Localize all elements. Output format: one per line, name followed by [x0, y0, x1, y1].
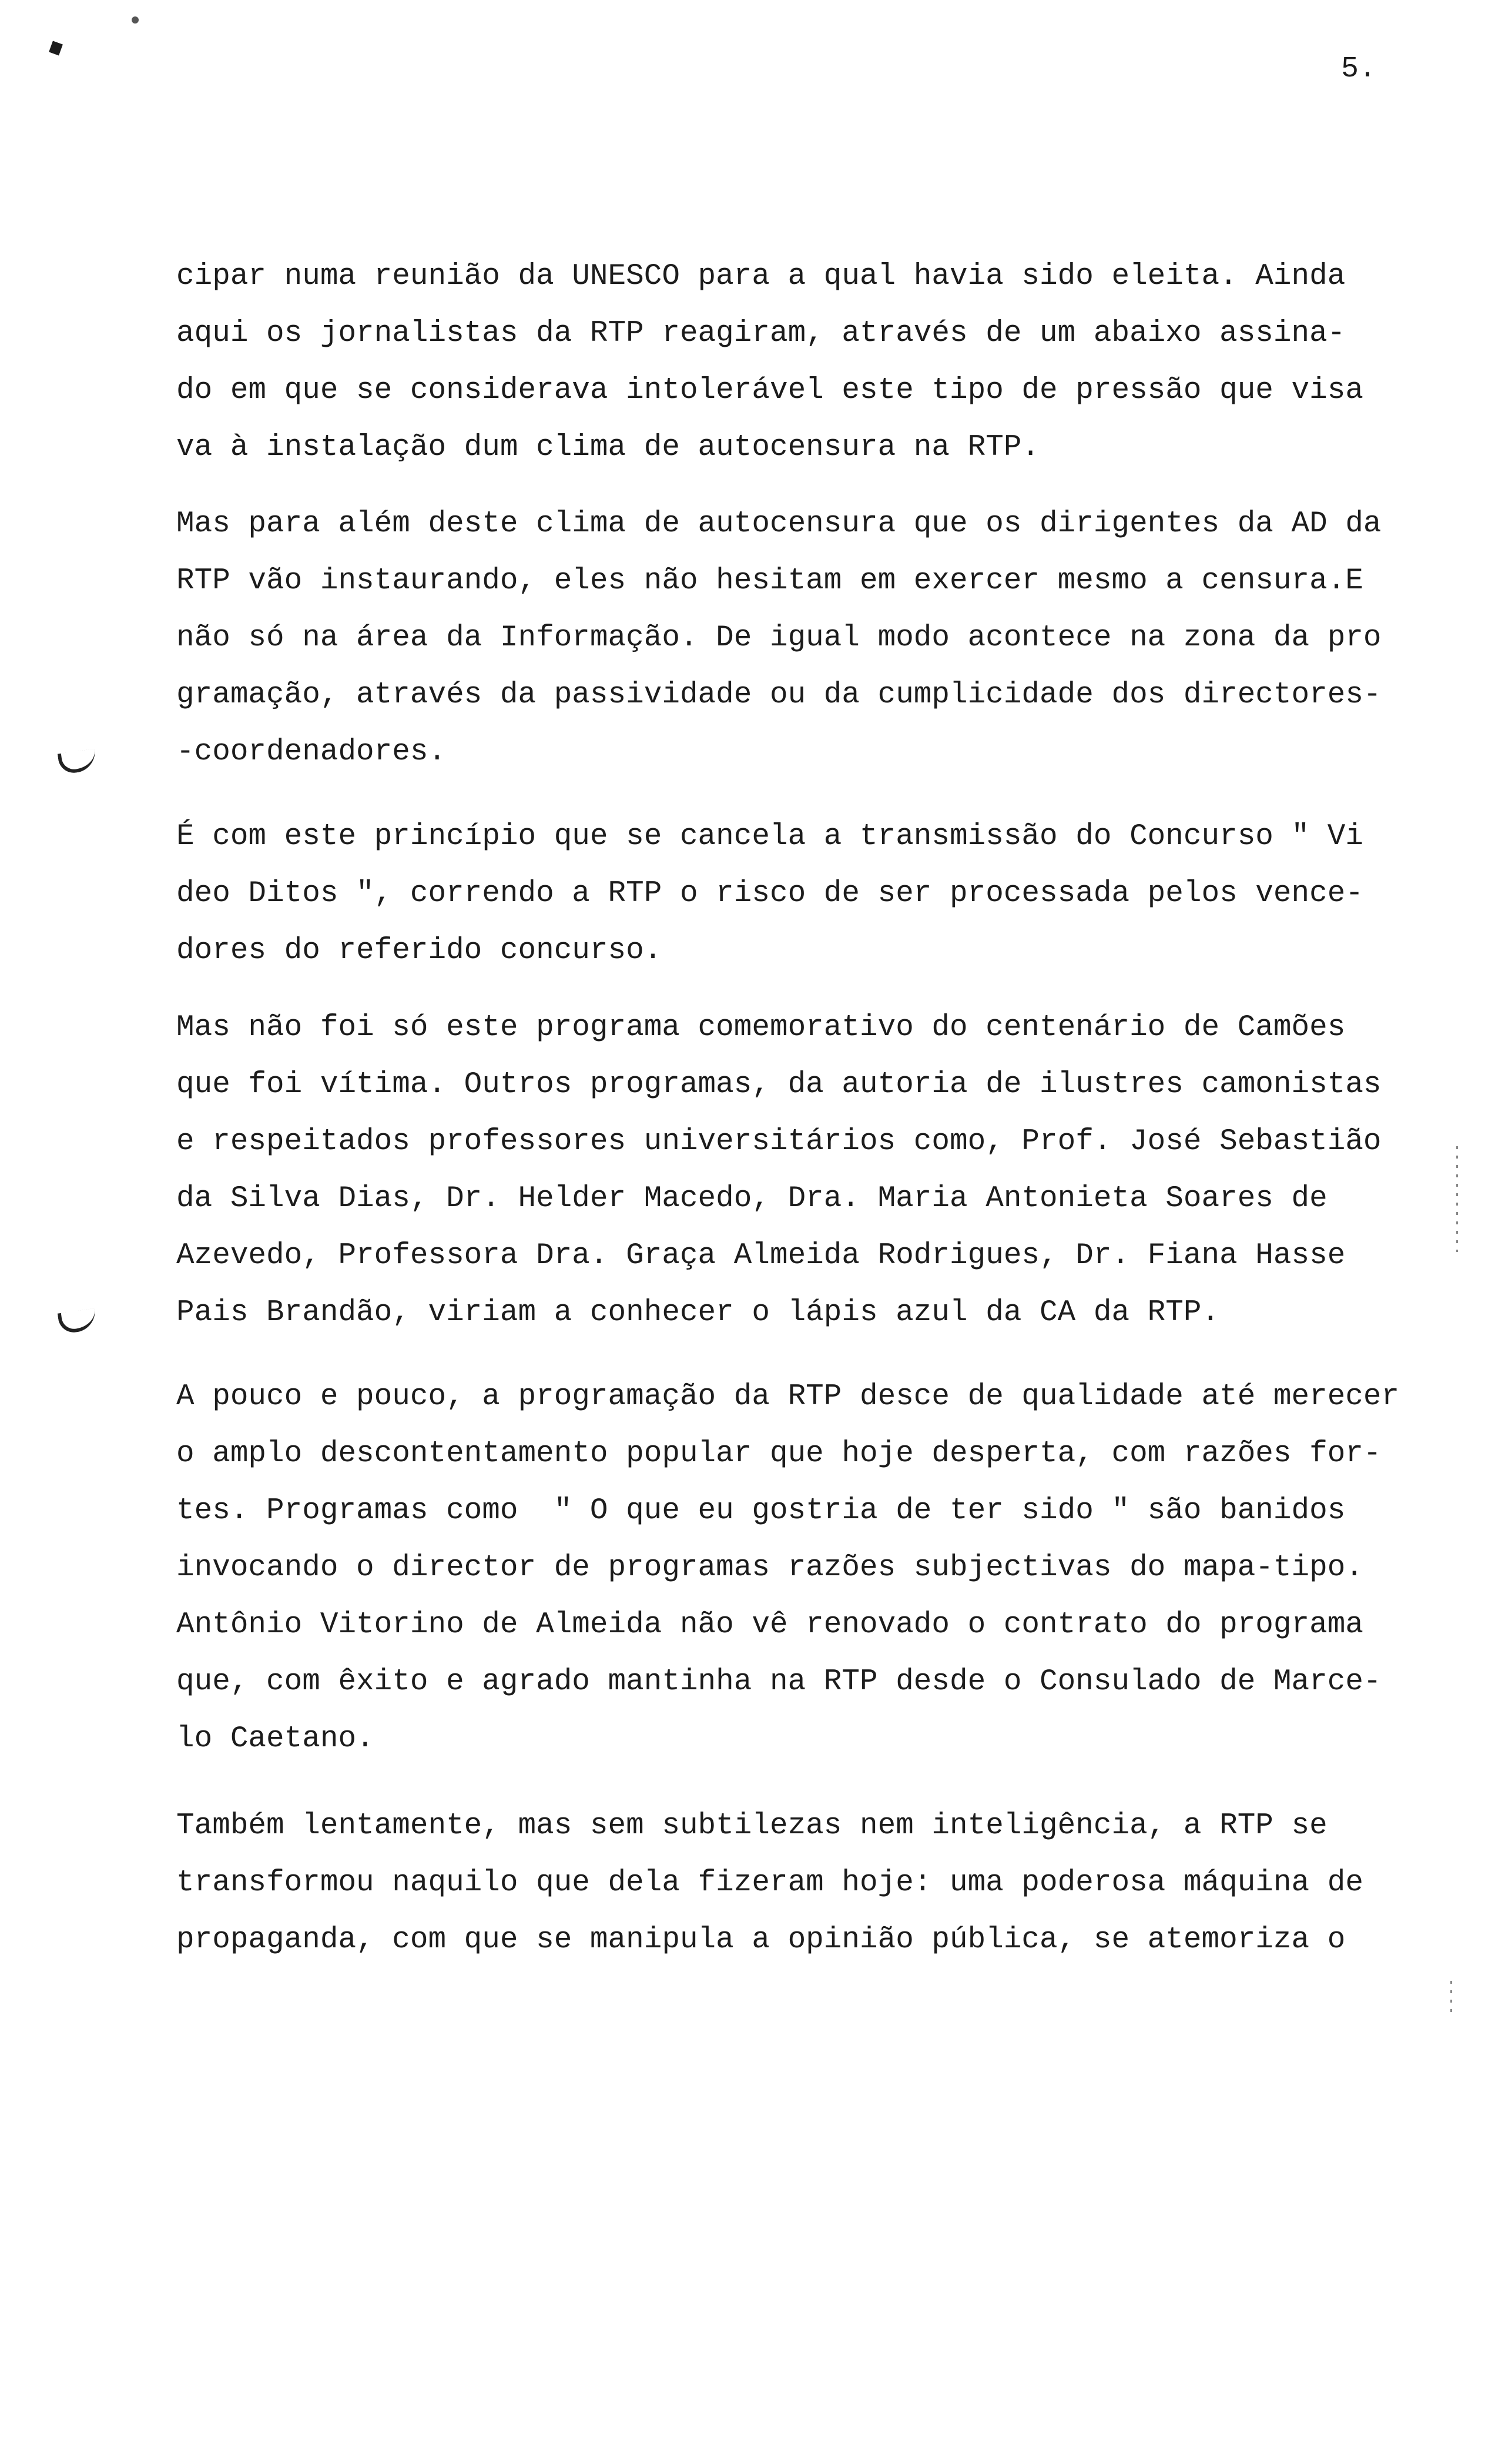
text-line: aqui os jornalistas da RTP reagiram, através de um abaixo assina- — [176, 317, 1346, 350]
text-line: Pais Brandão, viriam a conhecer o lápis azul da CA da RTP. — [176, 1296, 1220, 1330]
text-line: que, com êxito e agrado mantinha na RTP desde o Consulado de Marce- — [176, 1665, 1382, 1699]
text-line: lo Caetano. — [176, 1722, 374, 1756]
text-line: cipar numa reunião da UNESCO para a qual havia sido eleita. Ainda — [176, 260, 1346, 293]
text-line: invocando o director de programas razões subjectivas do mapa-tipo. — [176, 1551, 1363, 1585]
margin-check-mark — [58, 1308, 98, 1335]
text-line: não só na área da Informação. De igual modo acontece na zona da pro — [176, 621, 1382, 655]
text-line: que foi vítima. Outros programas, da autoria de ilustres camonistas — [176, 1068, 1382, 1102]
text-line: dores do referido concurso. — [176, 934, 662, 967]
text-line: Mas para além deste clima de autocensura que os dirigentes da AD da — [176, 507, 1382, 541]
text-line: o amplo descontentamento popular que hoje desperta, com razões for- — [176, 1437, 1382, 1471]
corner-mark — [49, 41, 63, 56]
scan-speck — [132, 16, 139, 24]
text-line: deo Ditos ", correndo a RTP o risco de ser processada pelos vence- — [176, 877, 1363, 910]
text-line: va à instalação dum clima de autocensura na RTP. — [176, 431, 1040, 464]
text-line: Também lentamente, mas sem subtilezas nem inteligência, a RTP se — [176, 1809, 1328, 1843]
paragraph — [176, 1797, 1422, 1968]
text-line: A pouco e pouco, a programação da RTP desce de qualidade até merecer — [176, 1380, 1400, 1414]
text-line: tes. Programas como " O que eu gostria de ter sido " são banidos — [176, 1494, 1346, 1528]
paragraph — [176, 808, 1422, 979]
scan-artifact-dots — [1456, 1146, 1458, 1252]
text-line: Azevedo, Professora Dra. Graça Almeida Rodrigues, Dr. Fiana Hasse — [176, 1239, 1346, 1273]
text-line: propaganda, com que se manipula a opinião pública, se atemoriza o — [176, 1923, 1346, 1957]
text-line: RTP vão instaurando, eles não hesitam em exercer mesmo a censura.E — [176, 564, 1363, 598]
paragraph — [176, 248, 1422, 476]
text-line: Antônio Vitorino de Almeida não vê renovado o contrato do programa — [176, 1608, 1363, 1642]
paragraph — [176, 999, 1422, 1341]
text-line: -coordenadores. — [176, 735, 447, 769]
text-line: transformou naquilo que dela fizeram hoje: uma poderosa máquina de — [176, 1866, 1363, 1900]
text-line: do em que se considerava intolerável este tipo de pressão que visa — [176, 374, 1363, 407]
text-line: da Silva Dias, Dr. Helder Macedo, Dra. Maria Antonieta Soares de — [176, 1182, 1328, 1216]
margin-check-mark — [58, 749, 98, 775]
page-number: 5. — [1341, 52, 1377, 86]
text-line: e respeitados professores universitários como, Prof. José Sebastião — [176, 1125, 1382, 1159]
paragraph — [176, 496, 1422, 781]
scan-artifact-dots — [1450, 1981, 1452, 2016]
paragraph — [176, 1368, 1422, 1767]
text-line: É com este princípio que se cancela a transmissão do Concurso " Vi — [176, 820, 1363, 853]
text-line: gramação, através da passividade ou da cumplicidade dos directores- — [176, 678, 1382, 712]
text-line: Mas não foi só este programa comemorativo do centenário de Camões — [176, 1011, 1346, 1044]
